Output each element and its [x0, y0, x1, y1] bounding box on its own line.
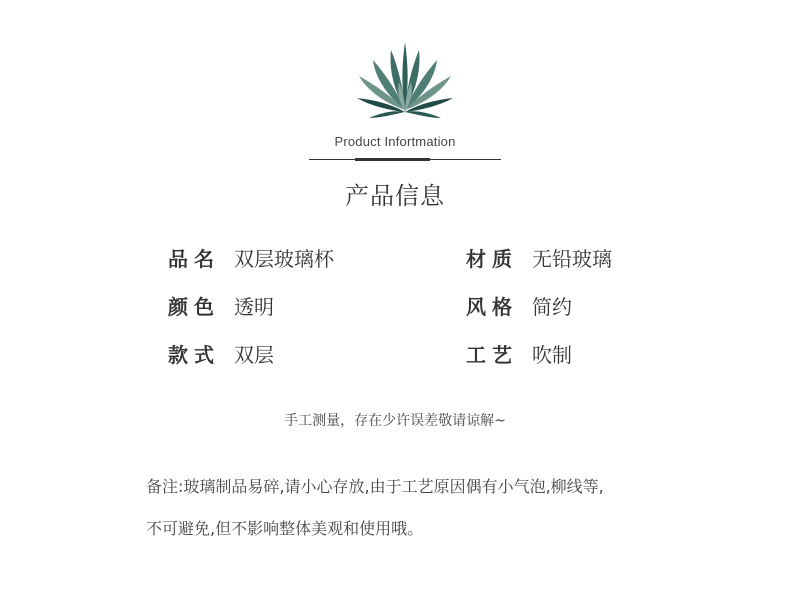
measurement-note: 手工测量，存在少许误差敬请谅解~ — [284, 413, 506, 429]
page-title: 产品信息 — [345, 182, 445, 210]
remark-line-2: 不可避免,但不影响整体美观和使用哦。 — [146, 519, 424, 538]
divider-accent — [355, 158, 430, 161]
remark-line-1: 备注:玻璃制品易碎,请小心存放,由于工艺原因偶有小气泡,柳线等, — [146, 477, 604, 496]
spec-label: 款式 — [168, 343, 220, 367]
spec-item-name — [168, 244, 334, 274]
spec-value: 无铅玻璃 — [532, 247, 612, 271]
spec-value: 透明 — [234, 295, 274, 319]
spec-item-material — [466, 244, 612, 274]
spec-label: 品名 — [168, 247, 220, 271]
product-information-subtitle: Product Infortmation — [334, 134, 456, 149]
spec-label: 风格 — [466, 295, 518, 319]
spec-item-style — [466, 292, 572, 322]
spec-value: 吹制 — [532, 343, 572, 367]
spec-value: 简约 — [532, 295, 572, 319]
plant-leaves — [357, 42, 453, 118]
spec-value: 双层 — [234, 343, 274, 367]
spec-label: 材质 — [466, 247, 518, 271]
spec-label: 工艺 — [466, 343, 518, 367]
spec-item-craft — [466, 340, 572, 370]
spec-item-color — [168, 292, 274, 322]
spec-label: 颜色 — [168, 295, 220, 319]
spec-item-type — [168, 340, 274, 370]
agave-plant-illustration — [355, 36, 455, 120]
spec-value: 双层玻璃杯 — [234, 247, 334, 271]
